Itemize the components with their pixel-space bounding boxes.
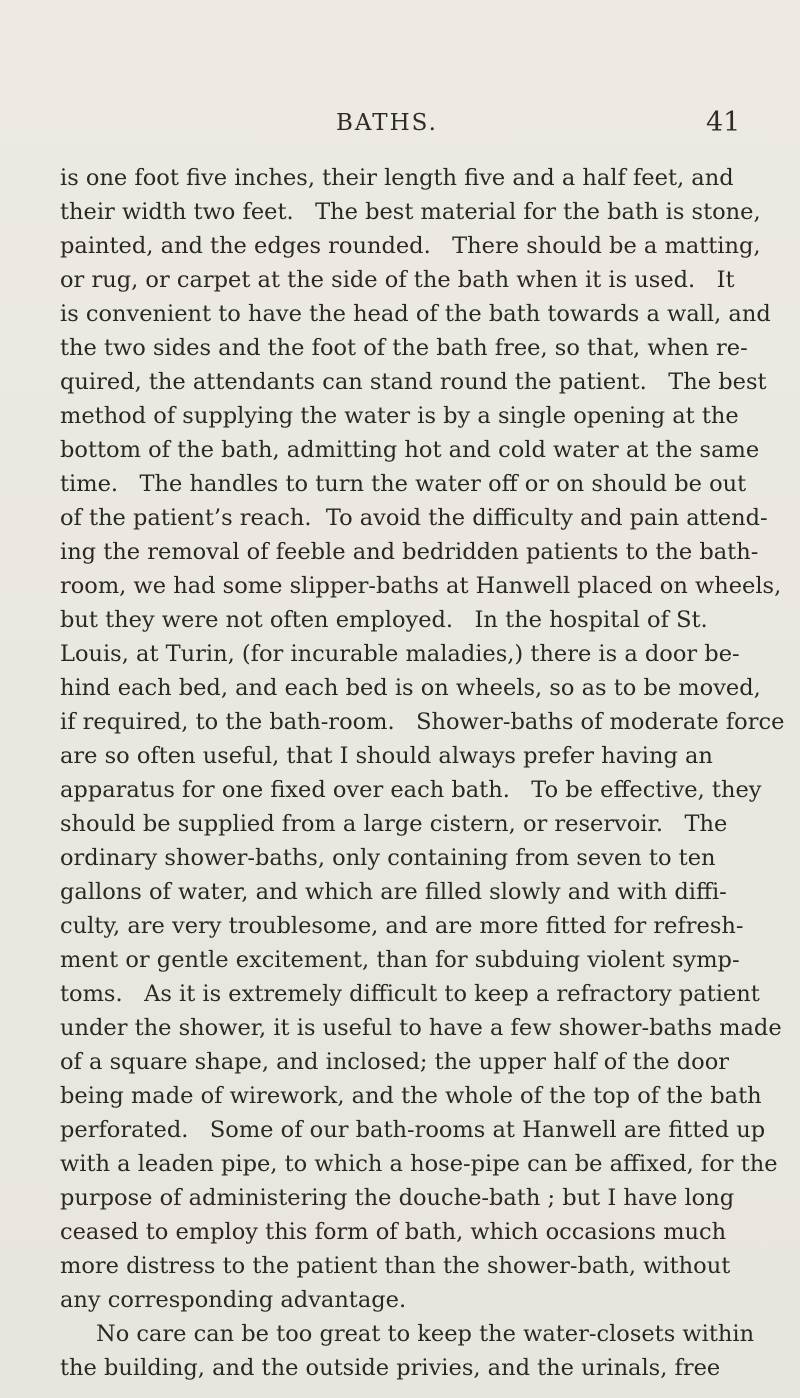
text-line: with a leaden pipe, to which a hose-pipe can be affixed, for the	[60, 1151, 778, 1177]
text-line: perforated. Some of our bath-rooms at Hanwell are fitted up	[60, 1117, 766, 1143]
running-head: BATHS.	[336, 110, 438, 136]
text-line: of the patient’s reach. To avoid the difficulty and pain attend-	[60, 505, 768, 531]
text-line: but they were not often employed. In the hospital of St.	[60, 607, 708, 633]
text-line: of a square shape, and inclosed; the upper half of the door	[60, 1049, 730, 1075]
text-line: hind each bed, and each bed is on wheels, so as to be moved,	[60, 675, 761, 701]
page-header	[0, 107, 800, 150]
page-number: 41	[706, 107, 741, 138]
text-line: being made of wirework, and the whole of the top of the bath	[60, 1083, 762, 1109]
text-line: or rug, or carpet at the side of the bath when it is used. It	[60, 267, 735, 293]
text-line: is convenient to have the head of the bath towards a wall, and	[60, 301, 771, 327]
text-line: more distress to the patient than the shower-bath, without	[60, 1253, 731, 1279]
text-line: time. The handles to turn the water off or on should be out	[60, 471, 747, 497]
text-line: the building, and the outside privies, and the urinals, free	[60, 1355, 721, 1381]
text-line: ment or gentle excitement, than for subduing violent symp-	[60, 947, 740, 973]
text-line: the two sides and the foot of the bath free, so that, when re-	[60, 335, 748, 361]
text-line: should be supplied from a large cistern, or reservoir. The	[60, 811, 728, 837]
text-line: any corresponding advantage.	[60, 1287, 407, 1313]
text-line: toms. As it is extremely difficult to keep a refractory patient	[60, 981, 760, 1007]
text-line: room, we had some slipper-baths at Hanwell placed on wheels,	[60, 573, 782, 599]
text-line: quired, the attendants can stand round the patient. The best	[60, 369, 767, 395]
text-line: if required, to the bath-room. Shower-baths of moderate force	[60, 709, 785, 735]
text-line: gallons of water, and which are filled slowly and with diffi-	[60, 879, 727, 905]
text-line: ceased to employ this form of bath, which occasions much	[60, 1219, 727, 1245]
text-line: Louis, at Turin, (for incurable maladies,) there is a door be-	[60, 641, 740, 667]
text-line: are so often useful, that I should always prefer having an	[60, 743, 713, 769]
text-line: painted, and the edges rounded. There should be a matting,	[60, 233, 761, 259]
text-line: bottom of the bath, admitting hot and cold water at the same	[60, 437, 760, 463]
text-line: ing the removal of feeble and bedridden patients to the bath-	[60, 539, 759, 565]
text-line: their width two feet. The best material for the bath is stone,	[60, 199, 761, 225]
text-line: No care can be too great to keep the water-closets within	[96, 1321, 755, 1347]
text-line: purpose of administering the douche-bath ; but I have long	[60, 1185, 735, 1211]
text-line: is one foot five inches, their length five and a half feet, and	[60, 165, 734, 191]
text-line: apparatus for one fixed over each bath. To be effective, they	[60, 777, 762, 803]
text-line: ordinary shower-baths, only containing from seven to ten	[60, 845, 716, 871]
text-line: culty, are very troublesome, and are more fitted for refresh-	[60, 913, 744, 939]
text-line: under the shower, it is useful to have a few shower-baths made	[60, 1015, 782, 1041]
text-line: method of supplying the water is by a single opening at the	[60, 403, 739, 429]
